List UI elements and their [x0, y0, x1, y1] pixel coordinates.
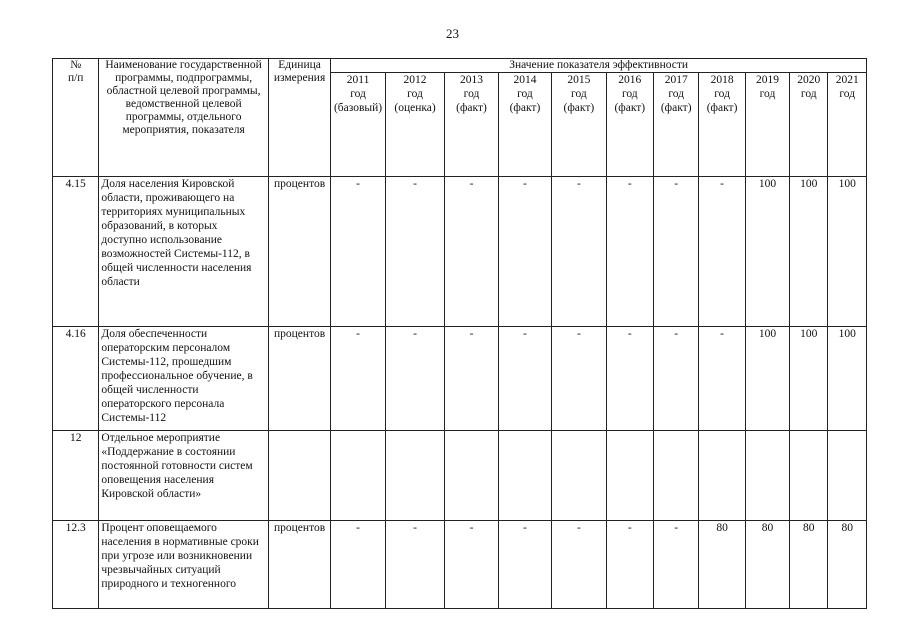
year-note: (факт): [614, 102, 646, 114]
year-word: год: [350, 88, 366, 100]
header-name: Наименование государственной программы, подпрограммы, областной целевой программы, ведомственной целевой программы, отдельного мероприятия, показателя: [99, 59, 268, 177]
year-word: год: [839, 88, 856, 100]
header-year-2016: [606, 73, 653, 177]
value-cell-2011: -: [331, 327, 385, 431]
value-cell-2015: -: [552, 327, 606, 431]
value-cell-2016: [606, 431, 653, 521]
header-year-2014: [498, 73, 551, 177]
value-cell-2017: -: [654, 521, 699, 609]
row-unit: процентов: [268, 327, 331, 431]
year-label: 2016: [618, 74, 642, 86]
value-cell-2018: 80: [699, 521, 745, 609]
row-number: 4.15: [53, 177, 99, 327]
year-word: год: [463, 88, 480, 100]
year-label: 2018: [710, 74, 734, 86]
value-cell-2013: -: [445, 327, 498, 431]
value-cell-2021: 100: [828, 327, 867, 431]
row-unit: процентов: [268, 521, 331, 609]
value-cell-2014: -: [498, 177, 551, 327]
value-cell-2019: [745, 431, 789, 521]
header-unit: Единица измерения: [268, 59, 331, 177]
value-cell-2020: 100: [790, 177, 828, 327]
value-cell-2019: 100: [745, 177, 789, 327]
year-note: (факт): [509, 102, 541, 114]
year-note: (факт): [456, 102, 487, 114]
value-cell-2011: [331, 431, 385, 521]
value-cell-2018: [699, 431, 745, 521]
value-cell-2011: -: [331, 521, 385, 609]
value-cell-2014: [498, 431, 551, 521]
header-year-2015: [552, 73, 606, 177]
year-label: 2012: [403, 74, 427, 86]
year-word: год: [714, 88, 730, 100]
year-word: год: [407, 88, 423, 100]
value-cell-2016: -: [606, 521, 653, 609]
value-cell-2019: 80: [745, 521, 789, 609]
year-note: (факт): [706, 102, 738, 114]
row-name: Отдельное мероприятие «Поддержание в состоянии постоянной готовности систем оповещения населения Кировской области»: [99, 431, 268, 521]
year-label: 2017: [664, 74, 688, 86]
value-cell-2016: -: [606, 327, 653, 431]
year-label: 2015: [567, 74, 591, 86]
header-indicator-values: Значение показателя эффективности: [331, 59, 867, 73]
value-cell-2018: -: [699, 327, 745, 431]
year-label: 2013: [460, 74, 483, 86]
row-unit: [268, 431, 331, 521]
value-cell-2012: -: [385, 327, 445, 431]
year-word: год: [759, 88, 776, 100]
year-label: 2019: [755, 74, 779, 86]
value-cell-2011: -: [331, 177, 385, 327]
year-label: 2011: [346, 74, 370, 86]
year-label: 2021: [835, 74, 859, 86]
row-name: Доля населения Кировской области, проживающего на территориях муниципальных образований, в которых доступно использование возможностей Системы-112, в общей численности населения области: [99, 177, 268, 327]
year-label: 2020: [797, 74, 821, 86]
value-cell-2015: -: [552, 177, 606, 327]
value-cell-2012: -: [385, 521, 445, 609]
value-cell-2021: [828, 431, 867, 521]
value-cell-2013: -: [445, 177, 498, 327]
header-year-2013: [445, 73, 498, 177]
year-note: (факт): [563, 102, 595, 114]
table-row: [53, 327, 867, 431]
value-cell-2020: 80: [790, 521, 828, 609]
value-cell-2021: 80: [828, 521, 867, 609]
value-cell-2013: [445, 431, 498, 521]
page-number: 23: [446, 26, 459, 41]
year-word: год: [800, 88, 817, 100]
value-cell-2017: -: [654, 177, 699, 327]
row-number: 4.16: [53, 327, 99, 431]
year-note: (базовый): [333, 102, 383, 114]
value-cell-2015: -: [552, 521, 606, 609]
header-year-2021: [828, 73, 867, 177]
value-cell-2020: [790, 431, 828, 521]
value-cell-2021: 100: [828, 177, 867, 327]
value-cell-2015: [552, 431, 606, 521]
year-note: (оценка): [394, 102, 436, 114]
value-cell-2020: 100: [790, 327, 828, 431]
row-number: 12.3: [53, 521, 99, 609]
value-cell-2019: 100: [745, 327, 789, 431]
row-number: 12: [53, 431, 99, 521]
value-cell-2012: [385, 431, 445, 521]
year-note: (факт): [660, 102, 692, 114]
table-row: [53, 177, 867, 327]
header-number: № п/п: [53, 59, 99, 177]
header-year-2018: [699, 73, 745, 177]
value-cell-2017: -: [654, 327, 699, 431]
table-row: [53, 431, 867, 521]
header-year-2019: [745, 73, 789, 177]
row-name: Процент оповещаемого населения в нормативные сроки при угрозе или возникновении чрезвычайных ситуаций природного и техногенного: [99, 521, 268, 609]
value-cell-2018: -: [699, 177, 745, 327]
year-word: год: [571, 88, 587, 100]
value-cell-2017: [654, 431, 699, 521]
value-cell-2012: -: [385, 177, 445, 327]
value-cell-2013: -: [445, 521, 498, 609]
year-label: 2014: [513, 74, 537, 86]
row-name: Доля обеспеченности операторским персоналом Системы-112, прошедшим профессиональное обучение, в общей численности операторского персонала Системы-112: [99, 327, 268, 431]
value-cell-2014: -: [498, 521, 551, 609]
value-cell-2016: -: [606, 177, 653, 327]
header-year-2012: [385, 73, 445, 177]
year-word: год: [621, 88, 638, 100]
year-word: год: [517, 88, 533, 100]
efficiency-indicators-table: [52, 58, 867, 609]
table-row: [53, 521, 867, 609]
header-year-2020: [790, 73, 828, 177]
value-cell-2014: -: [498, 327, 551, 431]
header-year-2011: [331, 73, 385, 177]
row-unit: процентов: [268, 177, 331, 327]
year-word: год: [668, 88, 685, 100]
header-year-2017: [654, 73, 699, 177]
